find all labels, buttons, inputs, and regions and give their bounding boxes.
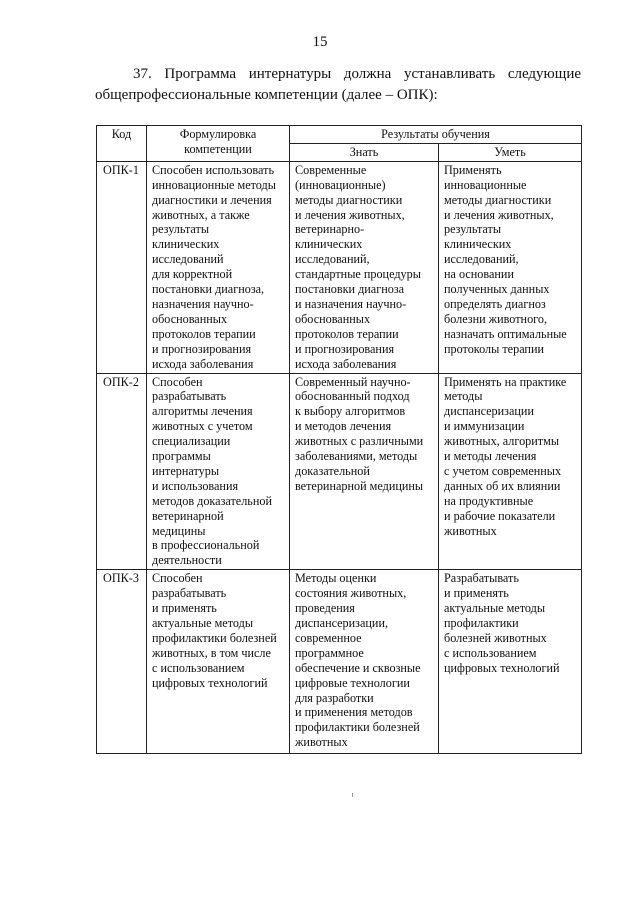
competency-know-line: ветеринарной медицины bbox=[295, 478, 424, 493]
competency-can-line: и применять bbox=[444, 586, 509, 601]
competency-know-line: и лечения животных, bbox=[295, 207, 405, 222]
header-formulation-line-2: компетенции bbox=[184, 141, 252, 156]
competency-formulation-line: алгоритмы лечения bbox=[152, 404, 253, 419]
competency-can-line: назначать оптимальные bbox=[444, 326, 567, 341]
table-body bbox=[97, 161, 582, 753]
competency-can-line: протоколы терапии bbox=[444, 341, 545, 356]
competency-know-line: животных с различными bbox=[295, 434, 424, 449]
competency-can-cell bbox=[439, 570, 582, 754]
competency-know-line: к выбору алгоритмов bbox=[295, 404, 406, 419]
competencies-table bbox=[96, 125, 582, 754]
competency-can-line: на продуктивные bbox=[444, 493, 534, 508]
competency-know-line: Методы оценки bbox=[295, 571, 377, 586]
competency-code: ОПК-2 bbox=[97, 373, 147, 570]
competency-formulation-line: для корректной bbox=[152, 267, 233, 282]
competency-can-line: животных, алгоритмы bbox=[444, 434, 560, 449]
page-number: 15 bbox=[312, 34, 328, 50]
competency-know-line: обеспечение и сквозные bbox=[295, 660, 421, 675]
competency-know-line: животных bbox=[295, 735, 348, 750]
competency-know-line: профилактики болезней bbox=[295, 720, 420, 735]
competency-can-line: и методы лечения bbox=[444, 449, 537, 464]
competency-can-line: и иммунизации bbox=[444, 419, 525, 434]
header-know: Знать bbox=[290, 143, 439, 161]
competency-know-line: и методов лечения bbox=[295, 419, 392, 434]
competency-can-line: болезней животных bbox=[444, 630, 547, 645]
competency-formulation-line: постановки диагноза, bbox=[152, 282, 265, 297]
competency-know-cell bbox=[290, 161, 439, 373]
competency-formulation-line: животных, в том числе bbox=[152, 645, 271, 660]
competency-code: ОПК-3 bbox=[97, 570, 147, 754]
competency-know-line: методы диагностики bbox=[295, 192, 403, 207]
competency-formulation-line: интернатуры bbox=[152, 463, 220, 478]
competency-can-line: Применять на практике bbox=[444, 374, 567, 389]
competency-formulation-line: Способен bbox=[152, 374, 203, 389]
table-row bbox=[97, 161, 582, 373]
competency-know-line: для разработки bbox=[295, 690, 374, 705]
competency-can-line: на основании bbox=[444, 267, 514, 282]
competency-formulation-line: результаты bbox=[152, 222, 210, 237]
competency-formulation-line: Способен bbox=[152, 571, 203, 586]
competency-know-line: цифровые технологии bbox=[295, 675, 410, 690]
competency-formulation-line: с использованием bbox=[152, 660, 245, 675]
competency-can-line: диспансеризации bbox=[444, 404, 534, 419]
competency-formulation-cell bbox=[147, 373, 290, 570]
competency-formulation-line: специализации bbox=[152, 434, 231, 449]
competency-can-line: и рабочие показатели bbox=[444, 508, 556, 523]
competency-formulation-line: в профессиональной bbox=[152, 538, 260, 553]
competency-formulation-line: методов доказательной bbox=[152, 493, 272, 508]
header-results: Результаты обучения bbox=[290, 126, 582, 144]
competency-know-line: и прогнозирования bbox=[295, 341, 395, 356]
header-can: Уметь bbox=[439, 143, 582, 161]
competency-can-cell bbox=[439, 161, 582, 373]
competency-formulation-line: деятельности bbox=[152, 553, 222, 568]
competency-know-line: Современные bbox=[295, 162, 367, 177]
competency-can-line: методы bbox=[444, 389, 483, 404]
competency-formulation-line: обоснованных bbox=[152, 311, 228, 326]
competency-can-line: цифровых технологий bbox=[444, 660, 560, 675]
competency-formulation-line: ветеринарной bbox=[152, 508, 224, 523]
competency-formulation-line: профилактики болезней bbox=[152, 630, 277, 645]
competency-can-line: профилактики bbox=[444, 616, 519, 630]
competency-know-line: программное bbox=[295, 645, 364, 660]
competency-can-line: методы диагностики bbox=[444, 192, 552, 207]
competency-formulation-line: инновационные методы bbox=[152, 177, 276, 192]
competency-formulation-line: и применять bbox=[152, 601, 217, 616]
competency-formulation-line: исхода заболевания bbox=[152, 356, 254, 371]
intro-line-1: 37. Программа интернатуры должна устанавливать следующие bbox=[133, 66, 581, 82]
competency-know-line: заболеваниями, методы bbox=[295, 449, 418, 464]
competency-know-cell bbox=[290, 373, 439, 570]
competency-can-line: болезни животного, bbox=[444, 311, 548, 326]
competency-formulation-line: исследований bbox=[152, 252, 224, 267]
table-row bbox=[97, 373, 582, 570]
competency-formulation-line: разрабатывать bbox=[152, 586, 227, 601]
competency-can-line: и лечения животных, bbox=[444, 207, 554, 222]
competency-formulation-line: клинических bbox=[152, 237, 220, 252]
competency-know-line: Современный научно- bbox=[295, 374, 411, 389]
competency-can-line: с учетом современных bbox=[444, 463, 562, 478]
competency-formulation-line: разрабатывать bbox=[152, 389, 227, 404]
intro-line-2: общепрофессиональные компетенции (далее – ОПК): bbox=[95, 87, 438, 103]
competency-formulation-line: и использования bbox=[152, 478, 239, 493]
competency-know-line: диспансеризации, bbox=[295, 616, 389, 630]
table-header-row-1 bbox=[97, 126, 582, 144]
scan-mark bbox=[352, 793, 353, 797]
competency-know-line: проведения bbox=[295, 601, 355, 616]
competency-know-line: состояния животных, bbox=[295, 586, 407, 601]
competency-can-cell bbox=[439, 373, 582, 570]
header-code: Код bbox=[97, 126, 147, 162]
intro-paragraph bbox=[95, 64, 581, 106]
competency-can-line: Применять bbox=[444, 162, 502, 177]
competency-know-line: обоснованных bbox=[295, 311, 371, 326]
competency-can-line: данных об их влиянии bbox=[444, 478, 561, 493]
competency-formulation-line: назначения научно- bbox=[152, 296, 254, 311]
competency-formulation-line: протоколов терапии bbox=[152, 326, 256, 341]
competency-can-line: с использованием bbox=[444, 645, 537, 660]
competency-know-line: современное bbox=[295, 630, 362, 645]
competency-formulation-cell bbox=[147, 570, 290, 754]
competency-formulation-line: животных, а также bbox=[152, 207, 250, 222]
competency-formulation-line: животных с учетом bbox=[152, 419, 253, 434]
competency-know-line: протоколов терапии bbox=[295, 326, 399, 341]
competency-know-line: исхода заболевания bbox=[295, 356, 397, 371]
competency-formulation-line: Способен использовать bbox=[152, 162, 275, 177]
competency-formulation-cell bbox=[147, 161, 290, 373]
competency-can-line: животных bbox=[444, 523, 497, 538]
competency-can-line: Разрабатывать bbox=[444, 571, 519, 586]
competency-know-line: и применения методов bbox=[295, 705, 413, 720]
competency-can-line: результаты bbox=[444, 222, 502, 237]
header-formulation-line-1: Формулировка bbox=[179, 127, 257, 141]
competency-know-line: (инновационные) bbox=[295, 177, 386, 192]
competency-formulation-line: и прогнозирования bbox=[152, 341, 252, 356]
competency-can-line: полученных данных bbox=[444, 282, 550, 297]
competency-can-line: исследований, bbox=[444, 252, 519, 267]
competency-can-line: актуальные методы bbox=[444, 601, 546, 616]
competency-know-line: обоснованный подход bbox=[295, 389, 410, 404]
competency-know-line: доказательной bbox=[295, 463, 370, 478]
competency-can-line: определять диагноз bbox=[444, 296, 546, 311]
competency-know-line: и назначения научно- bbox=[295, 296, 407, 311]
competency-know-line: исследований, bbox=[295, 252, 370, 267]
competency-know-line: ветеринарно- bbox=[295, 222, 365, 237]
competency-know-line: стандартные процедуры bbox=[295, 267, 421, 282]
competency-know-cell bbox=[290, 570, 439, 754]
competency-can-line: инновационные bbox=[444, 177, 527, 192]
competency-formulation-line: программы bbox=[152, 449, 211, 464]
competency-code: ОПК-1 bbox=[97, 161, 147, 373]
table-row bbox=[97, 570, 582, 754]
competency-formulation-line: медицины bbox=[152, 523, 206, 538]
competency-formulation-line: цифровых технологий bbox=[152, 675, 268, 690]
competency-know-line: клинических bbox=[295, 237, 363, 252]
competency-can-line: клинических bbox=[444, 237, 512, 252]
competency-formulation-line: актуальные методы bbox=[152, 616, 254, 630]
competency-know-line: постановки диагноза bbox=[295, 282, 405, 297]
header-formulation bbox=[147, 126, 290, 162]
competency-formulation-line: диагностики и лечения bbox=[152, 192, 272, 207]
